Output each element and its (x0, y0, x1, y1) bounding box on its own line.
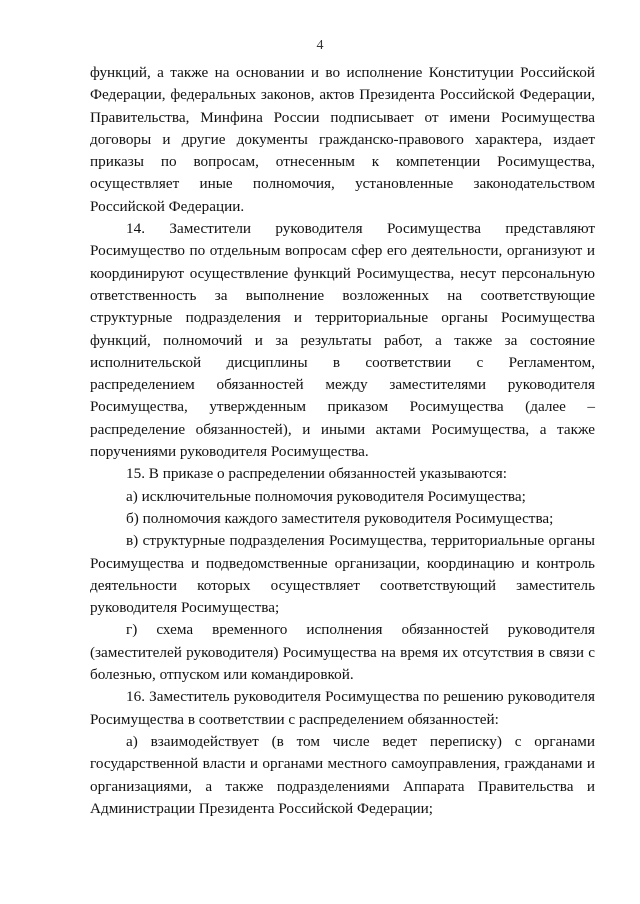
document-body (90, 62, 595, 820)
paragraph-16-a: а) взаимодействует (в том числе ведет переписку) с органами государственной власти и органами местного самоуправления, гражданами и организациями, а также подразделениями Аппарата Правительства и Администрации Президента Российской Федерации; (90, 732, 595, 817)
paragraph-15-a: а) исключительные полномочия руководителя Росимущества; (126, 487, 526, 505)
paragraph-15-v: в) структурные подразделения Росимущества, территориальные органы Росимущества и подведомственные организации, координацию и контроль деятельности которых осуществляет соответствующий заместитель руководителя Росимущества; (90, 532, 595, 617)
paragraph-14: 14. Заместители руководителя Росимущества представляют Росимущество по отдельным вопросам сфер его деятельности, организуют и координируют осуществление функций Росимущества, несут персональную ответственность за выполнение возложенных на соответствующие структурные подразделения и территориальные органы Росимущества функций, полномочий и за результаты работ, а также за состояние исполнительской дисциплины в соответствии с Регламентом, распределением обязанностей между заместителями руководителя Росимущества, утвержденным приказом Росимущества (далее – распределение обязанностей), и иными актами Росимущества, а также поручениями руководителя Росимущества. (90, 220, 595, 461)
paragraph-15-g: г) схема временного исполнения обязанностей руководителя (заместителей руководителя) Росимущества на время их отсутствия в связи с болезнью, отпуском или командировкой. (90, 621, 595, 684)
page-number: 4 (316, 38, 324, 53)
paragraph-15-b: б) полномочия каждого заместителя руководителя Росимущества; (126, 509, 554, 527)
paragraph-16: 16. Заместитель руководителя Росимущества по решению руководителя Росимущества в соответствии с распределением обязанностей: (90, 688, 595, 728)
paragraph-continuation: функций, а также на основании и во исполнение Конституции Российской Федерации, федеральных законов, актов Президента Российской Федерации, Правительства, Минфина России подписывает от имени Росимущества договоры и другие документы гражданско-правового характера, издает приказы по вопросам, отнесенным к компетенции Росимущества, осуществляет иные полномочия, установленные законодательством Российской Федерации. (90, 64, 595, 215)
paragraph-15: 15. В приказе о распределении обязанностей указываются: (126, 465, 507, 483)
